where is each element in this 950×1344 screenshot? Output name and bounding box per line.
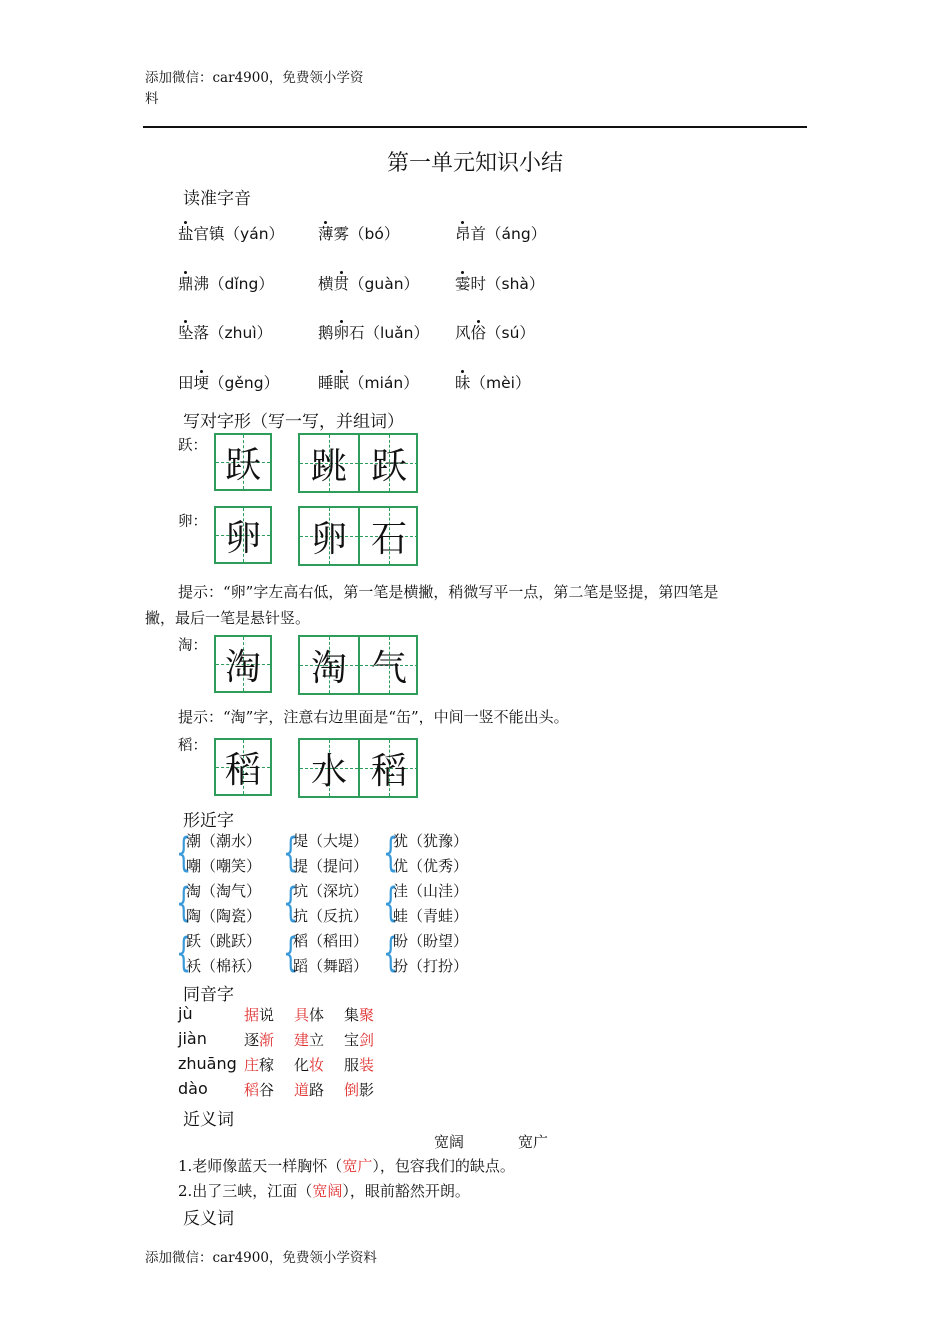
pronunciation-item — [178, 321, 272, 343]
writing-char: 气 — [370, 647, 407, 689]
similar-char-item: 盼（盼望） — [393, 932, 469, 950]
brace-icon: { — [383, 830, 399, 876]
similar-char-item: 淘（淘气） — [186, 882, 262, 900]
section-synonyms: 近义词 — [183, 1110, 234, 1130]
dotted-char: 埂 — [193, 374, 210, 392]
word-char: 影 — [359, 1081, 375, 1099]
word-char: 化 — [294, 1056, 310, 1074]
homophone-pinyin: zhuāng — [178, 1054, 237, 1073]
writing-grid — [214, 635, 272, 693]
word-char: 逐 — [244, 1031, 260, 1049]
answer-char: 聚 — [359, 1006, 375, 1024]
pinyin: （luǎn） — [364, 324, 429, 342]
word-text: 雾 — [333, 225, 350, 243]
sentence-text: ），眼前豁然开朗。 — [342, 1182, 470, 1200]
header-note — [145, 68, 395, 110]
similar-char-item: 蹈（舞蹈） — [293, 957, 369, 975]
answer-char: 稻 — [244, 1081, 260, 1099]
answer-char: 建 — [294, 1031, 310, 1049]
pronunciation-item — [178, 222, 284, 244]
brace-icon: { — [383, 880, 399, 926]
dotted-char: 眠 — [333, 374, 350, 392]
pronunciation-item — [455, 371, 530, 393]
similar-char-item: 犹（犹豫） — [393, 832, 469, 850]
writing-char: 跳 — [310, 445, 347, 487]
brace-icon: { — [176, 830, 192, 876]
word-char: 稼 — [259, 1056, 275, 1074]
answer-char: 渐 — [259, 1031, 275, 1049]
dotted-char: 俗 — [470, 324, 487, 342]
homophone-word — [244, 1079, 274, 1100]
writing-grid — [214, 738, 272, 796]
dotted-char: 鼎 — [178, 275, 194, 293]
word-char: 路 — [309, 1081, 325, 1099]
word-char: 宝 — [344, 1031, 360, 1049]
writing-char: 卵 — [310, 518, 347, 560]
writing-word-grid — [298, 433, 418, 493]
word-text: 田 — [178, 374, 194, 392]
answer-char: 具 — [294, 1006, 310, 1024]
writing-char: 跃 — [224, 444, 261, 486]
dotted-char: 薄 — [318, 225, 334, 243]
similar-char-item: 稻（稻田） — [293, 932, 369, 950]
homophone-word — [294, 1004, 324, 1025]
pronunciation-item — [318, 272, 419, 294]
answer-char: 剑 — [359, 1031, 375, 1049]
similar-char-item: 堤（大堤） — [293, 832, 369, 850]
writing-char: 稻 — [224, 749, 261, 791]
homophone-pinyin: dào — [178, 1079, 208, 1098]
homophone-word — [294, 1029, 324, 1050]
similar-char-item: 袄（棉袄） — [186, 957, 262, 975]
answer-text: 宽阔 — [312, 1182, 343, 1200]
tip-2: 提示：“淘”字，注意右边里面是“缶”，中间一竖不能出头。 — [178, 708, 569, 726]
word-char: 集 — [344, 1006, 360, 1024]
pinyin: （yán） — [224, 225, 285, 243]
pinyin: （bó） — [349, 225, 400, 243]
word-text: 石 — [349, 324, 365, 342]
header-line-1: 添加微信：car4900，免费领小学资 — [145, 70, 364, 86]
pronunciation-item — [318, 321, 429, 343]
writing-grid — [214, 506, 272, 564]
word-text: 鹅 — [318, 324, 334, 342]
similar-char-item: 洼（山洼） — [393, 882, 469, 900]
similar-char-item: 扮（打扮） — [393, 957, 469, 975]
homophone-word — [294, 1079, 324, 1100]
answer-char: 庄 — [244, 1056, 260, 1074]
homophone-word — [344, 1004, 374, 1025]
word-text: 横 — [318, 275, 334, 293]
similar-char-item: 嘲（嘲笑） — [186, 857, 262, 875]
similar-char-item: 抗（反抗） — [293, 907, 369, 925]
similar-char-item: 坑（深坑） — [293, 882, 369, 900]
answer-char: 据 — [244, 1006, 260, 1024]
homophone-word — [344, 1079, 374, 1100]
sentence-text: 2.出了三峡，江面（ — [178, 1182, 313, 1200]
similar-char-item: 陶（陶瓷） — [186, 907, 262, 925]
homophone-pinyin: jù — [178, 1004, 193, 1023]
similar-char-item: 提（提问） — [293, 857, 369, 875]
homophone-word — [294, 1054, 324, 1075]
word-char: 立 — [309, 1031, 325, 1049]
brace-icon: { — [283, 880, 299, 926]
sentence-text: ），包容我们的缺点。 — [372, 1157, 515, 1175]
pinyin: （guàn） — [349, 275, 420, 293]
brace-icon: { — [176, 880, 192, 926]
pronunciation-item — [455, 321, 535, 343]
word-char: 说 — [259, 1006, 275, 1024]
pinyin: （zhuì） — [209, 324, 273, 342]
writing-word-grid — [298, 506, 418, 566]
writing-char: 卵 — [224, 517, 261, 559]
brace-icon: { — [283, 930, 299, 976]
word-char: 谷 — [259, 1081, 275, 1099]
header-line-2: 料 — [145, 91, 159, 107]
pinyin: （áng） — [486, 225, 547, 243]
pronunciation-item — [455, 222, 546, 244]
homophone-word — [244, 1029, 274, 1050]
brace-icon: { — [283, 830, 299, 876]
footer-note: 添加微信：car4900，免费领小学资料 — [145, 1250, 377, 1266]
dotted-char: 昧 — [455, 374, 471, 392]
word-text: 风 — [455, 324, 471, 342]
page-title: 第一单元知识小结 — [386, 151, 563, 176]
writing-char: 淘 — [224, 646, 261, 688]
section-writing: 写对字形（写一写，并组词） — [183, 412, 404, 432]
brace-icon: { — [176, 930, 192, 976]
writing-label: 卵： — [178, 514, 207, 530]
synonym-sentence-1 — [178, 1155, 515, 1176]
writing-char: 稻 — [370, 750, 407, 792]
writing-char: 跃 — [370, 445, 407, 487]
brace-icon: { — [383, 930, 399, 976]
word-text: 时 — [470, 275, 487, 293]
writing-char: 石 — [370, 518, 407, 560]
pinyin: （dǐng） — [209, 275, 274, 293]
homophone-word — [344, 1054, 374, 1075]
homophone-word — [244, 1004, 274, 1025]
word-char: 体 — [309, 1006, 325, 1024]
homophone-word — [344, 1029, 374, 1050]
homophone-word — [244, 1054, 274, 1075]
synonym-option: 宽阔 — [434, 1133, 465, 1151]
writing-label: 淘： — [178, 638, 207, 654]
writing-char: 水 — [310, 750, 347, 792]
sentence-text: 1.老师像蓝天一样胸怀（ — [178, 1157, 343, 1175]
synonym-option: 宽广 — [518, 1133, 549, 1151]
pinyin: （sú） — [486, 324, 535, 342]
similar-char-item: 蛙（青蛙） — [393, 907, 469, 925]
writing-word-grid — [298, 635, 418, 695]
pronunciation-item — [178, 272, 274, 294]
answer-text: 宽广 — [342, 1157, 373, 1175]
pinyin: （gěng） — [209, 374, 280, 392]
answer-char: 装 — [359, 1056, 375, 1074]
section-antonyms: 反义词 — [183, 1209, 234, 1229]
word-text: 官镇 — [193, 225, 225, 243]
pinyin: （shà） — [486, 275, 545, 293]
dotted-char: 坠 — [178, 324, 194, 342]
dotted-char: 卵 — [333, 324, 350, 342]
word-text: 首 — [470, 225, 487, 243]
word-text: 落 — [193, 324, 210, 342]
word-text: 睡 — [318, 374, 334, 392]
pronunciation-item — [178, 371, 279, 393]
tip-1-continued: 撇，最后一笔是悬针竖。 — [145, 609, 311, 627]
answer-char: 妆 — [309, 1056, 325, 1074]
pronunciation-item — [318, 222, 399, 244]
tip-1: 提示：“卵”字左高右低，第一笔是横撇，稍微写平一点，第二笔是竖提，第四笔是 — [178, 583, 719, 601]
homophone-pinyin: jiàn — [178, 1029, 207, 1048]
answer-char: 倒 — [344, 1081, 360, 1099]
dotted-char: 霎 — [455, 275, 471, 293]
writing-char: 淘 — [310, 647, 347, 689]
pinyin: （mèi） — [470, 374, 531, 392]
similar-char-item: 优（优秀） — [393, 857, 469, 875]
dotted-char: 贯 — [333, 275, 350, 293]
synonym-sentence-2 — [178, 1180, 470, 1201]
section-pronunciation: 读准字音 — [183, 189, 251, 209]
writing-label: 跃： — [178, 438, 207, 454]
writing-grid — [214, 433, 272, 491]
dotted-char: 昂 — [455, 225, 471, 243]
section-homophones: 同音字 — [183, 985, 234, 1005]
writing-label: 稻： — [178, 738, 207, 754]
writing-word-grid — [298, 738, 418, 798]
pronunciation-item — [455, 272, 544, 294]
answer-char: 道 — [294, 1081, 310, 1099]
word-text: 沸 — [193, 275, 210, 293]
word-char: 服 — [344, 1056, 360, 1074]
pinyin: （mián） — [349, 374, 419, 392]
pronunciation-item — [318, 371, 419, 393]
dotted-char: 盐 — [178, 225, 194, 243]
header-divider — [143, 126, 807, 128]
similar-char-item: 跃（跳跃） — [186, 932, 262, 950]
section-similar: 形近字 — [183, 811, 234, 831]
similar-char-item: 潮（潮水） — [186, 832, 262, 850]
